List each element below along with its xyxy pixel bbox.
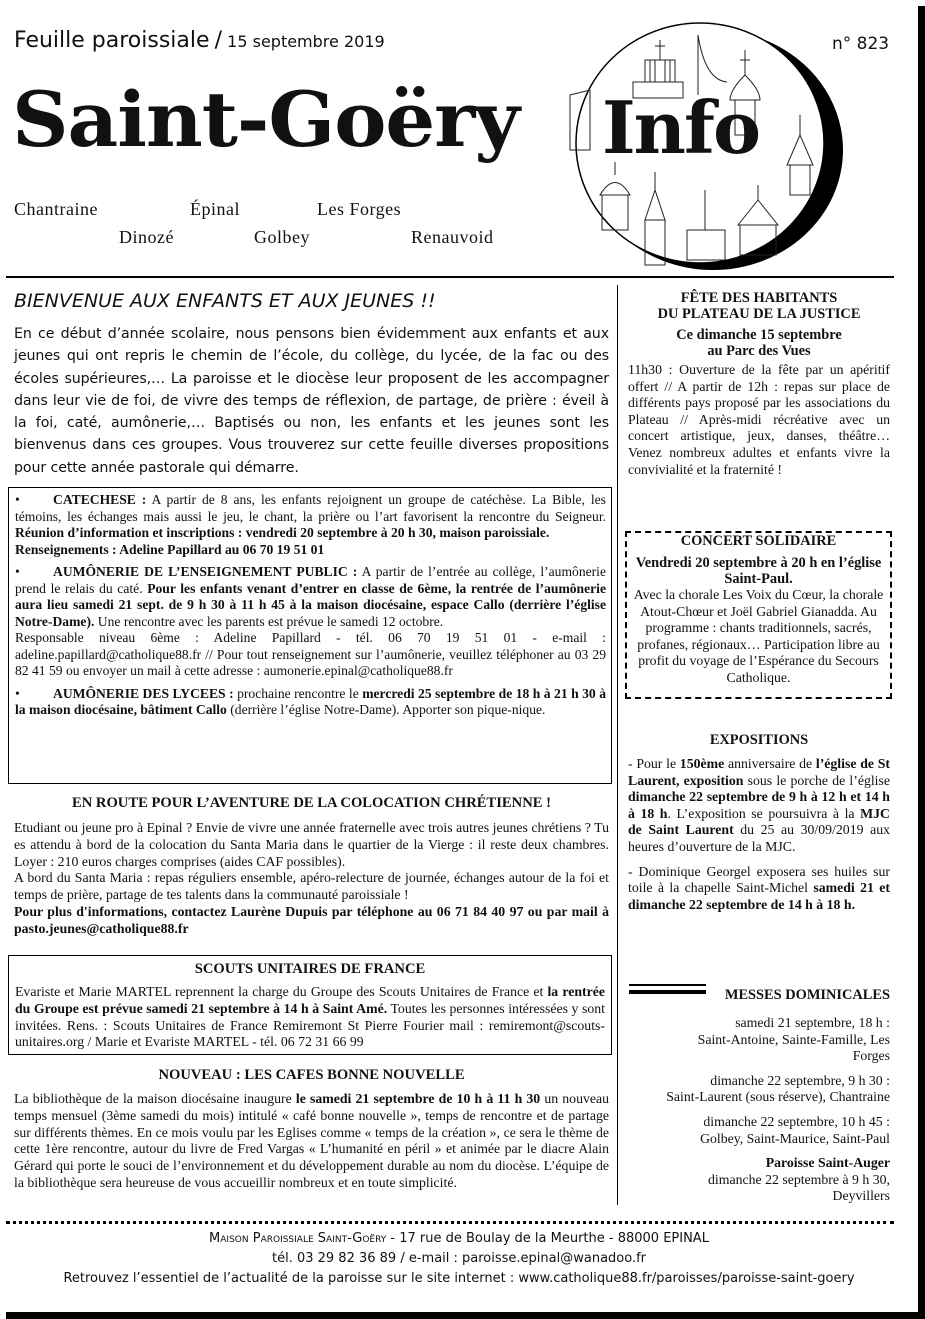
place-dinoze: Dinozé xyxy=(119,227,174,247)
expo-text: . L’exposition se poursuivra à la xyxy=(667,805,861,821)
mass-places: Saint-Laurent (sous réserve), Chantraine xyxy=(666,1089,890,1105)
aumonerie-lycees-text: prochaine rencontre le xyxy=(233,685,363,701)
expo-text: sous le porche de l’église xyxy=(743,772,890,788)
footer-contact: tél. 03 29 82 36 89 / e-mail : paroisse.epinal@wanadoo.fr xyxy=(271,1251,647,1266)
aumonerie-public-contact: Responsable niveau 6ème : Adeline Papillard - tél. 06 70 19 51 01 - e-mail : adeline.papillard@catholique88.fr // Pour tout renseignement sur l’aumônerie, veuillez téléphoner au 03 29 82 41 59 ou envoyer un mail à cette adresse : aumonerie.epinal@catholique88.fr xyxy=(15,630,606,678)
footer xyxy=(0,1229,918,1289)
aumonerie-lycees-label: AUMÔNERIE DES LYCEES : xyxy=(53,685,234,701)
colocation-text2: A bord du Santa Maria : repas réguliers ensemble, apéro-relecture de journée, échanges autour de la foi et temps de prière, partage de tes talents dans la communauté paroissiale ! xyxy=(14,870,609,903)
scouts-body xyxy=(15,984,605,1051)
place-les-forges: Les Forges xyxy=(317,199,402,219)
cafes-date: le samedi 21 septembre de 10 h à 11 h 30 xyxy=(295,1091,541,1106)
fete-section xyxy=(628,290,890,478)
catechese-text: A partir de 8 ans, les enfants rejoignent un groupe de catéchèse. La Bible, les témoins, les échanges mais aussi le jeu, le chant, la prière ou l’art favorisent la rencontre du Seigneur. xyxy=(15,492,606,524)
place-chantraine: Chantraine xyxy=(14,199,98,219)
footer-address-line xyxy=(0,1229,918,1249)
bullet-icon: • xyxy=(15,492,20,507)
scouts-contact: Toutes les personnes intéressées y sont invitées. Rens. : Scouts Unitaires de France Remiremont St Pierre Fourier mail : remiremont@scouts-unitaires.org / Marie et Evariste MARTEL - tél. 06 72 31 66 99 xyxy=(15,1000,605,1050)
page-shadow-bottom xyxy=(6,1312,925,1319)
mass-time: samedi 21 septembre, 18 h : xyxy=(735,1015,890,1030)
aumonerie-public-text: A partir de l’entrée au collège, l’aumônerie prend le relais du caté. xyxy=(15,564,606,596)
welcome-title: BIENVENUE AUX ENFANTS ET AUX JEUNES !! xyxy=(14,290,436,312)
concert-text: Avec la chorale Les Voix du Cœur, la chorale Atout-Chœur et Joël Gabriel Gianadda. Au programme : chants traditionnels, sacrés, profanes, régionaux… Participation libre au profit du voyage de l’Espérance du Secours Catholique. xyxy=(633,587,884,685)
footer-org: Maison Paroissiale Saint-Goëry xyxy=(209,1231,387,1246)
expo-dates: samedi 21 et dimanche 22 septembre de 14 h à 18 h. xyxy=(628,880,890,912)
colocation-contact: Pour plus d'informations, contactez Laurène Dupuis par téléphone au 06 71 84 40 97 ou par mail à pasto.jeunes@catholique88.fr xyxy=(14,903,609,936)
youth-section xyxy=(8,487,612,784)
expo-text: - Dominique Georgel exposera ses huiles sur toile à la chapelle Saint-Michel xyxy=(628,863,890,896)
place-epinal: Épinal xyxy=(190,199,240,219)
expo-church: l’église de St Laurent, exposition xyxy=(628,756,890,788)
footer-rule xyxy=(6,1221,894,1227)
cafes-text: La bibliothèque de la maison diocésaine inaugure xyxy=(14,1091,296,1106)
expo-anniversary: 150ème xyxy=(679,756,725,771)
fete-text: 11h30 : Ouverture de la fête par un apéritif offert // A partir de 12h : repas sur place de différents pays proposé par les associations du Plateau // Après-midi récréative avec un concert artistique, jeux, danses, théâtre… Venez nombreux adultes et enfants vivre la convivialité et la fraternité ! xyxy=(628,362,890,477)
concert-title: CONCERT SOLIDAIRE xyxy=(680,533,837,549)
expo-text: anniversaire de xyxy=(724,756,816,771)
catechese-label: CATECHESE : xyxy=(53,492,147,507)
aumonerie-public-parents: Une rencontre avec les parents est prévue le samedi 12 octobre. xyxy=(94,613,444,629)
header-rule xyxy=(6,276,894,278)
bulletin-kind: Feuille paroissiale xyxy=(14,28,210,53)
cafes-details: un nouveau temps mensuel (3ème samedi du mois) intitulé « café bonne nouvelle », temps de rencontre et de partage sur différents thèmes. En ce mois voulu par les Eglises comme « temps de la création », ce sera le thème de cette 1ère rencontre, autour du livre de Fred Vargas « L’humanité en péril » et animée par le diacre Alain Gérard qui porte le souci de l’environnement et du développement durable au nom du diocèse. L’équipe de la bibliothèque sera heureuse de vous accueillir nombreux et en toute simplicité. xyxy=(14,1091,610,1190)
column-divider xyxy=(617,285,618,1205)
footer-website: Retrouvez l’essentiel de l’actualité de la paroisse sur le site internet : www.catholique88.fr/paroisses/paroisse-saint-goery xyxy=(63,1271,855,1286)
aumonerie-public-label: AUMÔNERIE DE L’ENSEIGNEMENT PUBLIC : xyxy=(53,564,358,579)
parish-title: Saint-Goëry xyxy=(12,75,519,164)
mass-time: dimanche 22 septembre, 9 h 30 : xyxy=(710,1072,890,1088)
mass-places: Golbey, Saint-Maurice, Saint-Paul xyxy=(700,1130,890,1146)
aumonerie-public-rentree: Pour les enfants venant d’entrer en classe de 6ème, la rentrée de l’aumônerie aura lieu samedi 21 sept. de 9 h 30 à 11 h 45 à la maison diocésaine, espace Callo (derrière l’église Notre-Dame). xyxy=(15,580,606,629)
messes-title: MESSES DOMINICALES xyxy=(724,987,890,1003)
aumonerie-lycees-note: (derrière l’église Notre-Dame). Apporter son pique-nique. xyxy=(226,702,546,717)
cafes-title: NOUVEAU : LES CAFES BONNE NOUVELLE xyxy=(158,1067,465,1083)
bulletin-date: 15 septembre 2019 xyxy=(227,32,385,51)
scouts-rentree: la rentrée du Groupe est prévue samedi 21 septembre à 14 h à Saint Amé. xyxy=(15,984,605,1016)
mass-item xyxy=(628,1073,890,1106)
cafes-body xyxy=(14,1091,609,1192)
expo-dates: dimanche 22 septembre de 9 h à 12 h et 14 h à 18 h xyxy=(628,789,890,821)
expositions-title: EXPOSITIONS xyxy=(709,732,809,748)
issue-number: n° 823 xyxy=(832,34,890,54)
expo-text: - Pour le xyxy=(628,756,680,771)
catechese-item xyxy=(15,492,606,558)
welcome-body: En ce début d’année scolaire, nous pensons bien évidemment aux enfants et aux jeunes qui ont repris le chemin de l’école, du collège, du lycée, de la fac ou des écoles supérieures,… La paroisse et le diocèse leur proposent de les accompagner dans leur vie de foi, de vivre des temps de réflexion, de partage, de prière : éveil à la foi, caté, aumônerie,… Baptisés ou non, les enfants et les jeunes sont les bienvenus dans ces groupes. Vous trouverez sur cette feuille diverses propositions pour cette année pastorale qui démarre. xyxy=(14,326,609,476)
colocation-section xyxy=(14,795,609,938)
mass-item xyxy=(628,1114,890,1147)
mass-time: dimanche 22 septembre, 10 h 45 : xyxy=(703,1113,890,1129)
logo-word: Info xyxy=(602,85,760,170)
place-golbey: Golbey xyxy=(254,227,310,247)
aumonerie-lycees-when: mercredi 25 septembre de 18 h à 21 h 30 à la maison diocésaine, bâtiment Callo xyxy=(15,685,606,717)
mass-item xyxy=(628,1015,890,1065)
mass-places: Saint-Antoine, Sainte-Famille, Les Forges xyxy=(697,1031,890,1064)
scouts-text: Evariste et Marie MARTEL reprennent la charge du Groupe des Scouts Unitaires de France et xyxy=(15,984,548,999)
scouts-section xyxy=(8,955,612,1055)
exposition-item-1 xyxy=(628,756,890,856)
expo-text: du 25 au 30/09/2019 aux heures d’ouverture de la MJC. xyxy=(628,822,890,854)
fete-date: Ce dimanche 15 septembre xyxy=(676,327,842,343)
fete-place: au Parc des Vues xyxy=(707,343,811,359)
aumonerie-public-item xyxy=(15,564,606,680)
exposition-item-2 xyxy=(628,864,890,914)
mass-item-auger xyxy=(628,1155,890,1205)
aumonerie-lycees-item xyxy=(15,686,606,719)
catechese-contact: Renseignements : Adeline Papillard au 06 70 19 51 01 xyxy=(15,541,325,557)
footer-address: - 17 rue de Boulay de la Meurthe - 88000 EPINAL xyxy=(386,1231,709,1246)
page-shadow-right xyxy=(918,6,925,1319)
fete-title-2: DU PLATEAU DE LA JUSTICE xyxy=(657,306,861,322)
masthead-subtitle xyxy=(14,28,385,53)
messes-section xyxy=(628,987,890,1213)
fete-title-1: FÊTE DES HABITANTS xyxy=(680,290,838,306)
colocation-title: EN ROUTE POUR L’AVENTURE DE LA COLOCATION CHRÉTIENNE ! xyxy=(72,795,551,811)
concert-when: Vendredi 20 septembre à 20 h en l’église Saint-Paul. xyxy=(635,555,882,587)
separator: / xyxy=(214,28,223,53)
cafes-section xyxy=(14,1067,609,1192)
auger-title: Paroisse Saint-Auger xyxy=(765,1155,890,1171)
scouts-title: SCOUTS UNITAIRES DE FRANCE xyxy=(194,961,426,977)
expo-mjc: MJC de Saint Laurent xyxy=(628,805,890,838)
auger-text: dimanche 22 septembre à 9 h 30, Deyvillers xyxy=(708,1171,890,1204)
expositions-section xyxy=(628,732,890,913)
catechese-meeting: Réunion d’information et inscriptions : vendredi 20 septembre à 20 h 30, maison paroissiale. xyxy=(15,525,550,540)
concert-section xyxy=(625,531,892,699)
place-renauvoid: Renauvoid xyxy=(411,227,494,247)
bullet-icon: • xyxy=(15,685,20,701)
colocation-text: Etudiant ou jeune pro à Epinal ? Envie de vivre une année fraternelle avec trois autres jeunes chrétiens ? Tu es attendu à bord de la colocation du Santa Maria dans le quartier de la Vierge : il reste deux chambres. Loyer : 210 euros charges comprises (aides CAF possibles). xyxy=(14,820,609,869)
bullet-icon: • xyxy=(15,564,20,579)
